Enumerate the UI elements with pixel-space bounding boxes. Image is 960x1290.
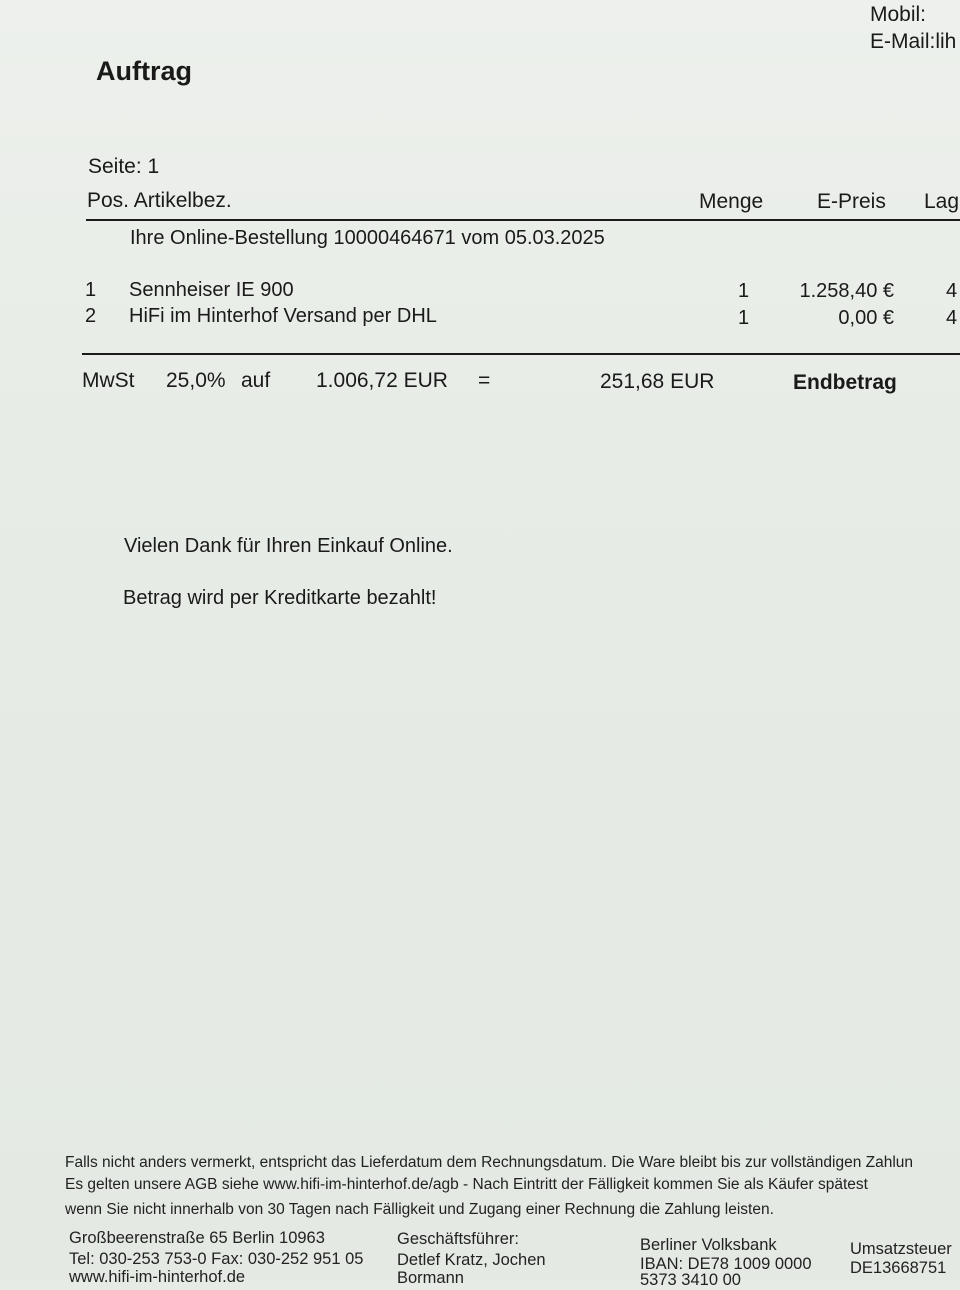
- tax-label: MwSt: [82, 369, 135, 392]
- page-number: 1: [147, 155, 160, 178]
- tax-rate: 25,0%: [166, 369, 226, 392]
- payment-message: Betrag wird per Kreditkarte bezahlt!: [123, 587, 437, 609]
- tax-on: auf: [241, 369, 271, 392]
- page-indicator: [88, 155, 159, 179]
- footer-web: www.hifi-im-hinterhof.de: [69, 1268, 246, 1286]
- footer-management-names: Detlef Kratz, Jochen: [397, 1251, 546, 1269]
- footer-management-label: Geschäftsführer:: [397, 1230, 519, 1248]
- total-rule: [82, 353, 960, 355]
- tax-amount: 251,68 EUR: [600, 370, 715, 393]
- thanks-message: Vielen Dank für Ihren Einkauf Online.: [124, 535, 453, 557]
- tax-base: 1.006,72 EUR: [316, 369, 448, 392]
- terms-line-3: wenn Sie nicht innerhalb von 30 Tagen nach Fälligkeit und Zugang einer Rechnung die Zahlung leisten.: [65, 1201, 774, 1218]
- header-epreis: E-Preis: [817, 190, 886, 213]
- header-lager: Lag: [924, 190, 960, 213]
- row-2-pos: 2: [85, 305, 97, 327]
- order-reference: Ihre Online-Bestellung 10000464671 vom 05.03.2025: [130, 227, 605, 249]
- terms-line-1: Falls nicht anders vermerkt, entspricht das Lieferdatum dem Rechnungsdatum. Die Ware bleibt bis zur vollständigen Zahlun: [65, 1154, 914, 1171]
- row-2-lager: 4: [946, 307, 958, 329]
- row-2-price: 0,00 €: [838, 307, 894, 329]
- row-2-description: HiFi im Hinterhof Versand per DHL: [129, 305, 437, 327]
- header-rule: [86, 219, 960, 221]
- page-label: Seite:: [88, 155, 142, 178]
- row-1-lager: 4: [946, 280, 958, 302]
- footer-iban: IBAN: DE78 1009 0000: [640, 1255, 812, 1273]
- footer-iban-2: 5373 3410 00: [640, 1271, 741, 1289]
- document-title: Auftrag: [96, 56, 192, 86]
- footer-address: Großbeerenstraße 65 Berlin 10963: [69, 1229, 325, 1247]
- row-1-description: Sennheiser IE 900: [129, 279, 294, 301]
- footer-phone: Tel: 030-253 753-0 Fax: 030-252 951 05: [69, 1250, 364, 1268]
- header-pos-artikel: Pos. Artikelbez.: [87, 189, 232, 212]
- footer-bank-name: Berliner Volksbank: [640, 1236, 777, 1254]
- total-label: Endbetrag: [793, 371, 897, 394]
- footer-tax-label: Umsatzsteuer: [850, 1240, 952, 1258]
- email-label: E-Mail:lih: [870, 30, 957, 53]
- footer-tax-id: DE13668751: [850, 1259, 947, 1277]
- header-menge: Menge: [699, 190, 764, 213]
- tax-equals: =: [478, 369, 491, 392]
- row-1-qty: 1: [738, 280, 750, 302]
- row-1-pos: 1: [85, 279, 97, 301]
- terms-line-2: Es gelten unsere AGB siehe www.hifi-im-hinterhof.de/agb - Nach Eintritt der Fälligkeit kommen Sie als Käufer spätest: [65, 1176, 868, 1193]
- mobil-label: Mobil:: [870, 3, 927, 26]
- row-2-qty: 1: [738, 307, 750, 329]
- footer-management-names-2: Bormann: [397, 1269, 464, 1287]
- row-1-price: 1.258,40 €: [799, 280, 894, 302]
